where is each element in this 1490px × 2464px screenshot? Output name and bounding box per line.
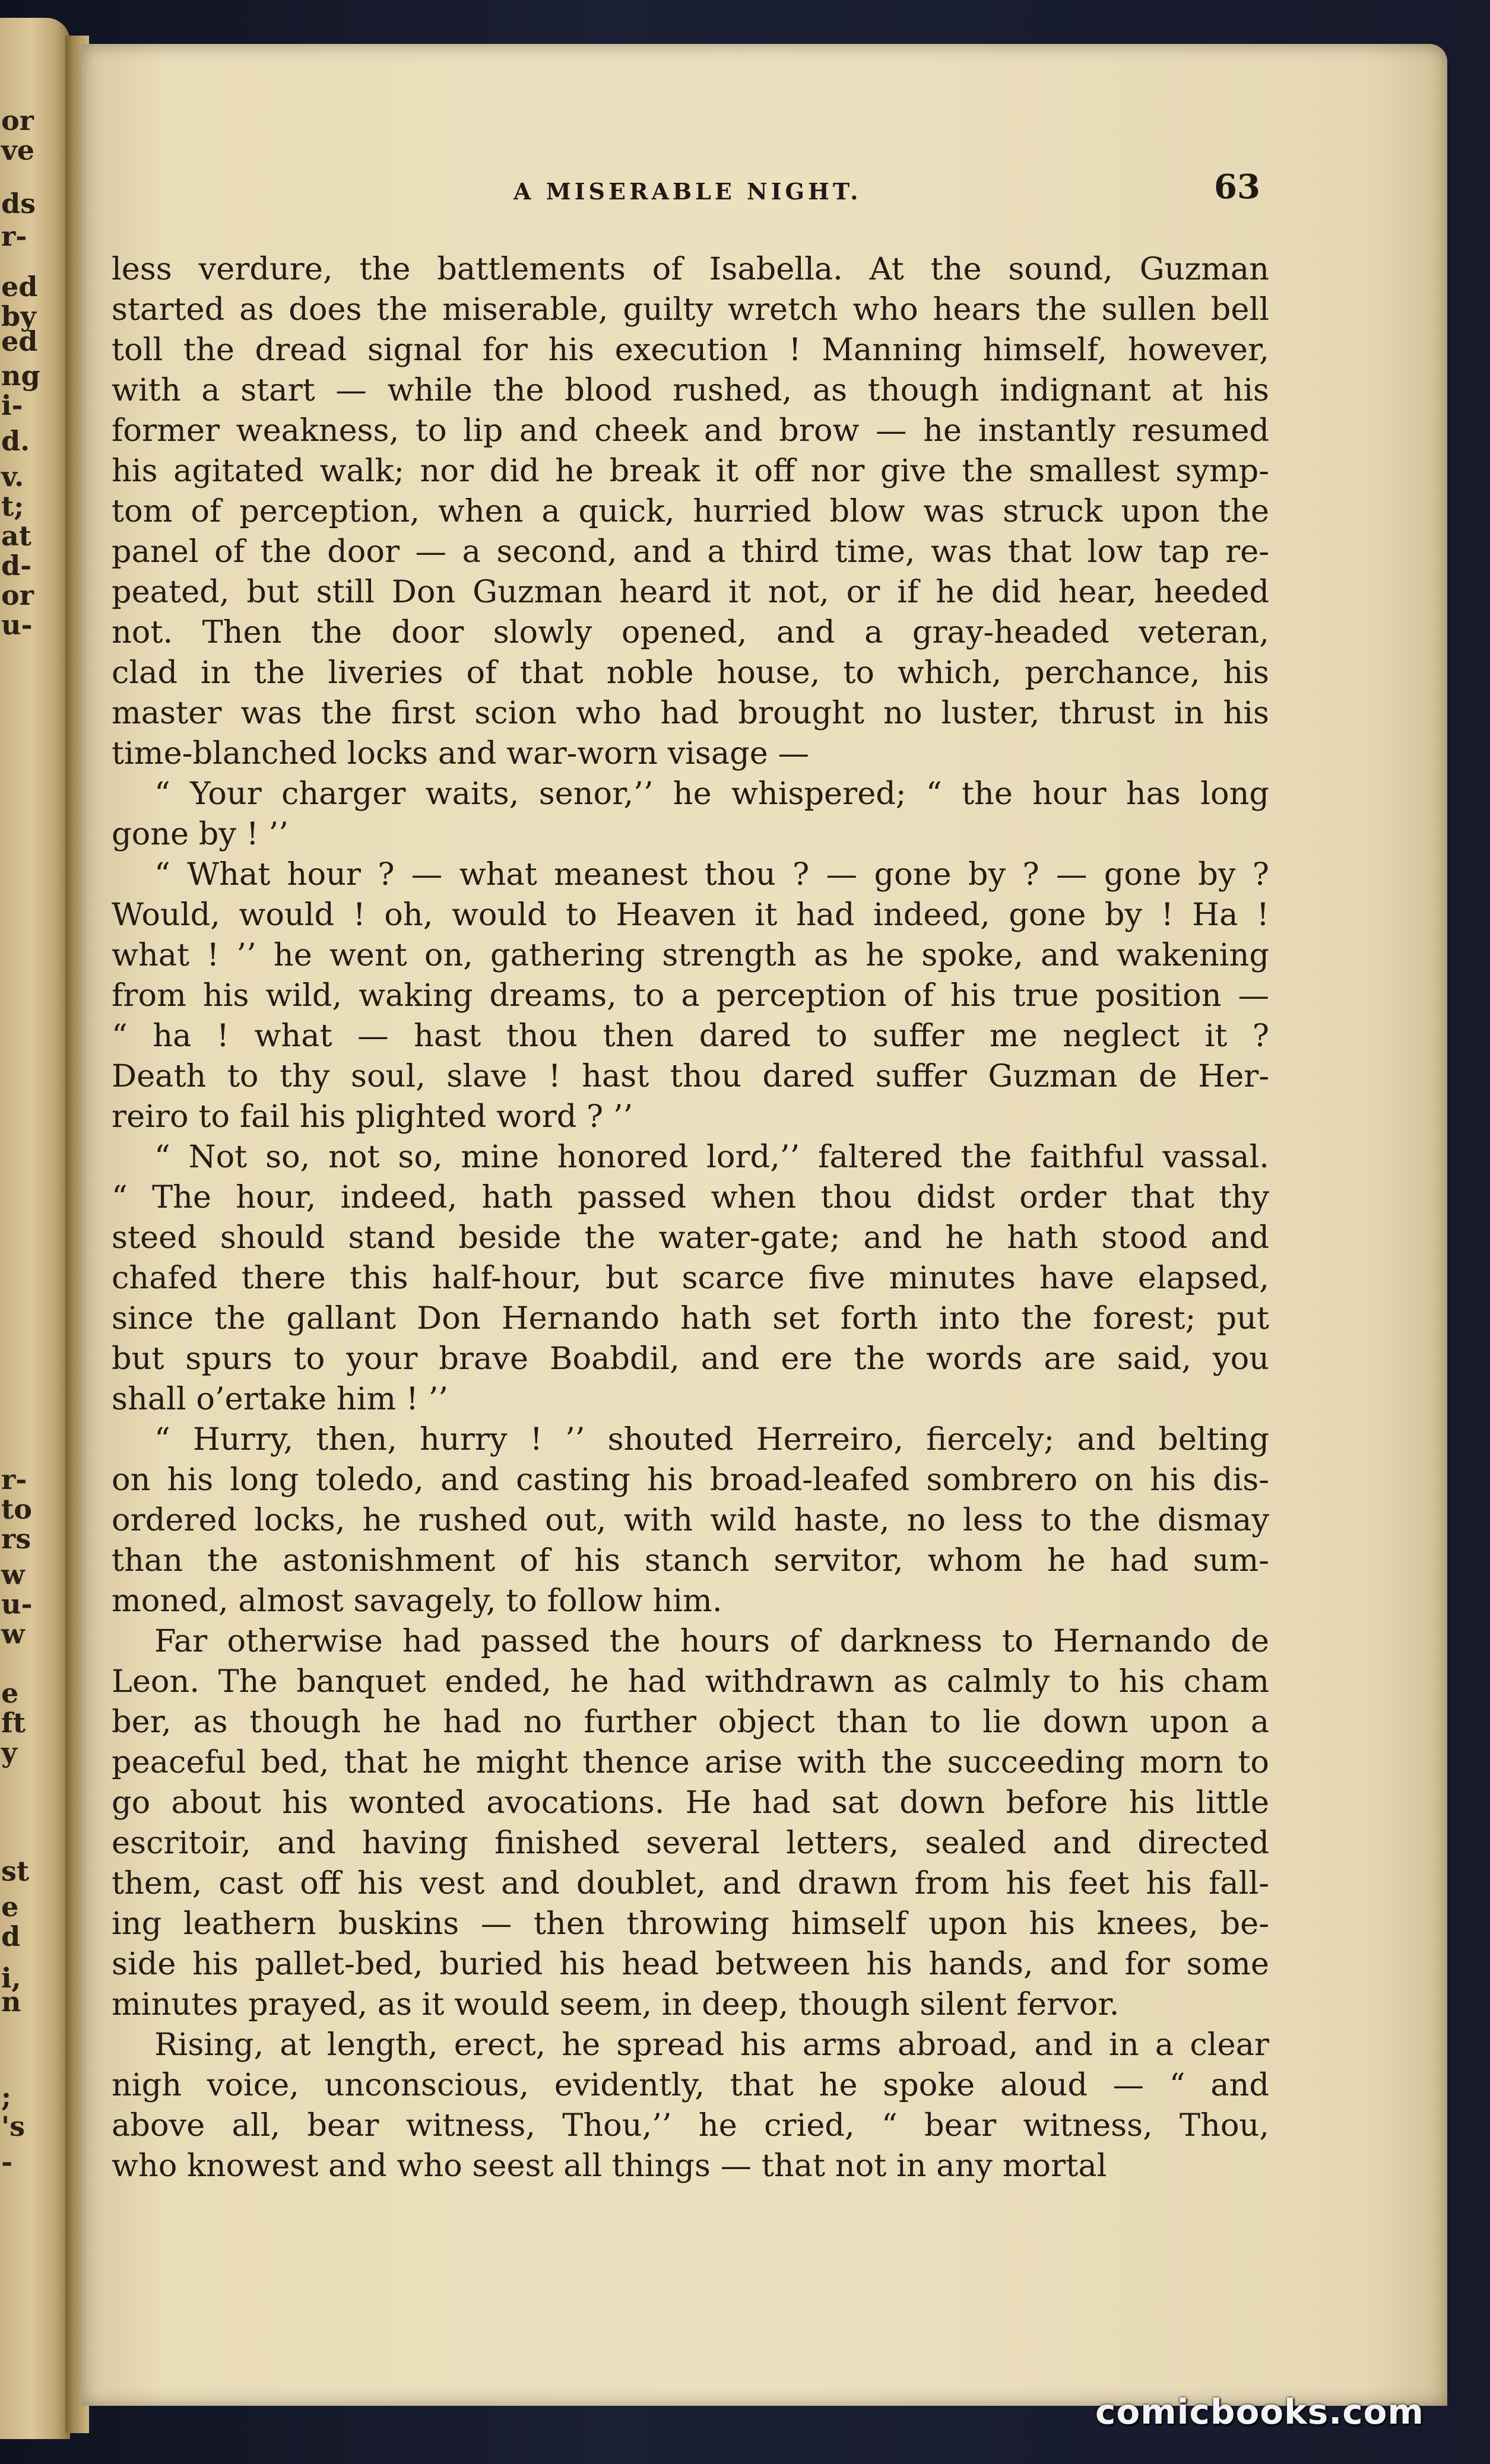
text-line: moned, almost savagely, to follow him. bbox=[112, 1583, 722, 1619]
text-line: but spurs to your brave Boabdil, and ere the words are said, you bbox=[112, 1341, 1269, 1377]
text-line: Leon. The banquet ended, he had withdrawn as calmly to his cham bbox=[112, 1663, 1269, 1700]
text-line: ing leathern buskins — then throwing himself upon his knees, be- bbox=[112, 1906, 1269, 1942]
facing-page-fragment: i, bbox=[1, 1962, 21, 1994]
text-line: ordered locks, he rushed out, with wild haste, no less to the dismay bbox=[112, 1502, 1269, 1538]
facing-page-fragment: u- bbox=[1, 609, 33, 641]
facing-page-fragment: ds bbox=[1, 188, 36, 220]
text-line: “ ha ! what — hast thou then dared to suffer me neglect it ? bbox=[112, 1018, 1269, 1054]
text-line: Would, would ! oh, would to Heaven it had indeed, gone by ! Ha ! bbox=[112, 897, 1269, 933]
facing-page-fragment: ed bbox=[1, 271, 38, 303]
text-line: side his pallet-bed, buried his head between his hands, and for some bbox=[112, 1946, 1269, 1982]
facing-page-fragment: rs bbox=[1, 1523, 31, 1555]
facing-page-fragment: v. bbox=[1, 461, 24, 493]
facing-page-fragment: by bbox=[1, 300, 36, 332]
facing-page-fragment: r- bbox=[1, 1463, 27, 1495]
text-line: “ Not so, not so, mine honored lord,’’ faltered the faithful vassal. bbox=[154, 1139, 1269, 1175]
text-line: “ The hour, indeed, hath passed when thou didst order that thy bbox=[112, 1179, 1269, 1215]
facing-page-fragment: i- bbox=[1, 389, 23, 421]
text-line: clad in the liveries of that noble house, to which, perchance, his bbox=[112, 655, 1269, 691]
text-line: gone by ! ’’ bbox=[112, 816, 289, 852]
text-line: master was the first scion who had brought no luster, thrust in his bbox=[112, 695, 1269, 731]
facing-page-edge bbox=[0, 18, 70, 2439]
text-line: shall o’ertake him ! ’’ bbox=[112, 1381, 448, 1417]
text-line: chafed there this half-hour, but scarce five minutes have elapsed, bbox=[112, 1260, 1269, 1296]
text-line: ber, as though he had no further object than to lie down upon a bbox=[112, 1704, 1269, 1740]
text-line: who knowest and who seest all things — that not in any mortal bbox=[112, 2148, 1107, 2184]
facing-page-fragment: t; bbox=[1, 490, 24, 522]
text-line: on his long toledo, and casting his broad-leafed sombrero on his dis- bbox=[112, 1462, 1269, 1498]
facing-page-fragment: w bbox=[1, 1618, 25, 1650]
text-line: them, cast off his vest and doublet, and drawn from his feet his fall- bbox=[112, 1865, 1269, 1901]
facing-page-fragment: ; bbox=[1, 2081, 11, 2113]
text-line: steed should stand beside the water-gate; and he hath stood and bbox=[112, 1220, 1269, 1256]
facing-page-fragment: ed bbox=[1, 325, 38, 357]
facing-page-fragment: ve bbox=[1, 134, 34, 166]
text-line: than the astonishment of his stanch servitor, whom he had sum- bbox=[112, 1542, 1269, 1579]
facing-page-fragment: 's bbox=[1, 2110, 25, 2142]
facing-page-fragment: u- bbox=[1, 1588, 33, 1620]
facing-page-fragment: d bbox=[1, 1920, 21, 1952]
body-text bbox=[112, 249, 1269, 2186]
text-line: “ What hour ? — what meanest thou ? — gone by ? — gone by ? bbox=[154, 856, 1269, 893]
text-line: “ Hurry, then, hurry ! ’’ shouted Herreiro, fiercely; and belting bbox=[154, 1421, 1269, 1458]
page-number: 63 bbox=[1214, 167, 1260, 207]
facing-page-fragment: or bbox=[1, 104, 34, 136]
facing-page-fragment: n bbox=[1, 1986, 21, 2018]
text-line: peaceful bed, that he might thence arise with the succeeding morn to bbox=[112, 1744, 1269, 1780]
text-line: escritoir, and having finished several letters, sealed and directed bbox=[112, 1825, 1269, 1861]
text-line: Rising, at length, erect, he spread his arms abroad, and in a clear bbox=[154, 2027, 1269, 2063]
text-line: not. Then the door slowly opened, and a gray-headed veteran, bbox=[112, 614, 1269, 650]
running-title: A MISERABLE NIGHT. bbox=[513, 178, 862, 205]
watermark-logo: comicbooks.com bbox=[1095, 2392, 1424, 2432]
text-line: “ Your charger waits, senor,’’ he whispered; “ the hour has long bbox=[154, 776, 1269, 812]
text-line: from his wild, waking dreams, to a perception of his true position — bbox=[112, 977, 1269, 1014]
facing-page-fragment: d- bbox=[1, 550, 32, 582]
text-line: nigh voice, unconscious, evidently, that he spoke aloud — “ and bbox=[112, 2067, 1269, 2103]
facing-page-fragment: r- bbox=[1, 220, 27, 252]
text-line: less verdure, the battlements of Isabella. At the sound, Guzman bbox=[112, 251, 1269, 287]
text-line: former weakness, to lip and cheek and brow — he instantly resumed bbox=[112, 412, 1269, 449]
text-line: Far otherwise had passed the hours of darkness to Hernando de bbox=[154, 1623, 1269, 1659]
text-line: started as does the miserable, guilty wretch who hears the sullen bell bbox=[112, 291, 1269, 328]
facing-page-fragment: at bbox=[1, 520, 32, 552]
text-line: reiro to fail his plighted word ? ’’ bbox=[112, 1098, 633, 1135]
facing-page-fragment: e bbox=[1, 1891, 19, 1923]
text-line: panel of the door — a second, and a third time, was that low tap re- bbox=[112, 534, 1269, 570]
facing-page-fragment: ng bbox=[1, 360, 40, 392]
text-line: above all, bear witness, Thou,’’ he cried, “ bear witness, Thou, bbox=[112, 2107, 1269, 2144]
text-line: tom of perception, when a quick, hurried blow was struck upon the bbox=[112, 493, 1269, 529]
facing-page-fragment: e bbox=[1, 1677, 19, 1709]
text-line: toll the dread signal for his execution ! Manning himself, however, bbox=[112, 332, 1269, 368]
text-line: minutes prayed, as it would seem, in deep, though silent fervor. bbox=[112, 1986, 1120, 2022]
text-line: with a start — while the blood rushed, as though indignant at his bbox=[112, 372, 1269, 408]
facing-page-fragment: st bbox=[1, 1855, 30, 1887]
facing-page-fragment: y bbox=[1, 1736, 17, 1768]
text-line: peated, but still Don Guzman heard it not, or if he did hear, heeded bbox=[112, 574, 1269, 610]
text-line: Death to thy soul, slave ! hast thou dared suffer Guzman de Her- bbox=[112, 1058, 1269, 1094]
text-line: since the gallant Don Hernando hath set forth into the forest; put bbox=[112, 1300, 1269, 1336]
text-line: his agitated walk; nor did he break it off nor give the smallest symp- bbox=[112, 453, 1269, 489]
text-line: what ! ’’ he went on, gathering strength as he spoke, and wakening bbox=[112, 937, 1269, 973]
facing-page-fragment: ft bbox=[1, 1707, 26, 1739]
facing-page-fragment: d. bbox=[1, 425, 30, 457]
facing-page-fragment: or bbox=[1, 579, 34, 611]
text-line: time-blanched locks and war-worn visage — bbox=[112, 735, 809, 771]
facing-page-fragment: to bbox=[1, 1493, 32, 1525]
facing-page-fragment: w bbox=[1, 1558, 25, 1590]
text-line: go about his wonted avocations. He had sat down before his little bbox=[112, 1785, 1269, 1821]
facing-page-fragment: - bbox=[1, 2146, 13, 2178]
